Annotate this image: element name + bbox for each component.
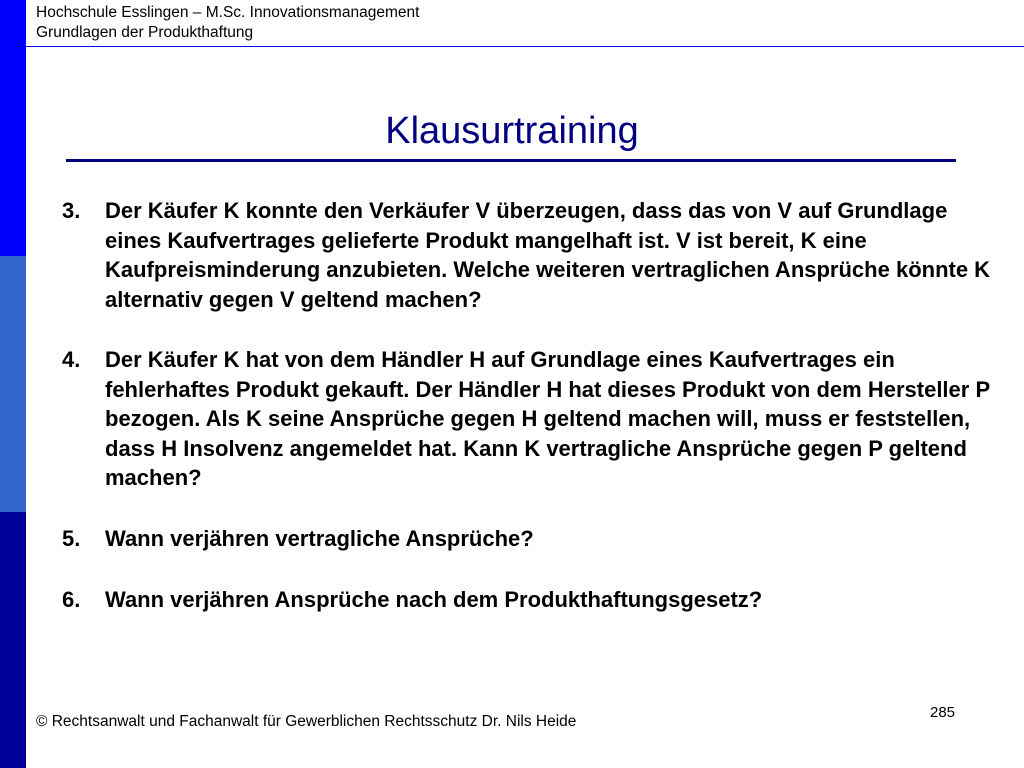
question-text: Wann verjähren Ansprüche nach dem Produkthaftungsgesetz? (105, 587, 763, 612)
question-number: 6. (62, 587, 81, 612)
page-number: 285 (930, 704, 956, 721)
header-institution: Hochschule Esslingen – M.Sc. Innovationsmanagement (36, 4, 420, 21)
question-number: 5. (62, 525, 81, 551)
question-item-4 (62, 345, 992, 493)
sidebar-color-bar (0, 0, 26, 768)
question-text: Der Käufer K hat von dem Händler H auf Grundlage eines Kaufvertrages ein fehlerhaftes Produkt gekauft. Der Händler H hat dieses Produkt von dem Hersteller P bezogen. Als K seine Ansprüche gegen H geltend machen will, muss er feststellen, dass H Insolvenz angemeldet hat. Kann K vertragliche Ansprüche gegen P geltend machen? (105, 347, 990, 490)
sidebar-segment-bottom (0, 512, 26, 768)
sidebar-segment-top (0, 0, 26, 256)
question-item-5 (62, 524, 992, 554)
question-text: Wann verjähren vertragliche Ansprüche? (105, 525, 534, 551)
question-text: Der Käufer K konnte den Verkäufer V überzeugen, dass das von V auf Grundlage eines Kaufvertrages gelieferte Produkt mangelhaft ist. V ist bereit, K eine Kaufpreisminderung anzubieten. Welche weiteren vertraglichen Ansprüche könnte K alternativ gegen V geltend machen? (105, 198, 991, 312)
question-item-3 (62, 196, 992, 314)
header-course: Grundlagen der Produkthaftung (36, 24, 254, 41)
slide-header (36, 3, 419, 43)
question-number: 4. (62, 347, 81, 372)
title-underline (66, 159, 956, 162)
question-list (62, 196, 992, 615)
sidebar-segment-middle (0, 256, 26, 512)
slide-footer: © Rechtsanwalt und Fachanwalt für Gewerblichen Rechtsschutz Dr. Nils Heide (36, 713, 577, 730)
slide-title: Klausurtraining (385, 110, 639, 152)
header-divider (26, 46, 1024, 47)
question-number: 3. (62, 198, 81, 223)
question-item-6 (62, 585, 992, 615)
